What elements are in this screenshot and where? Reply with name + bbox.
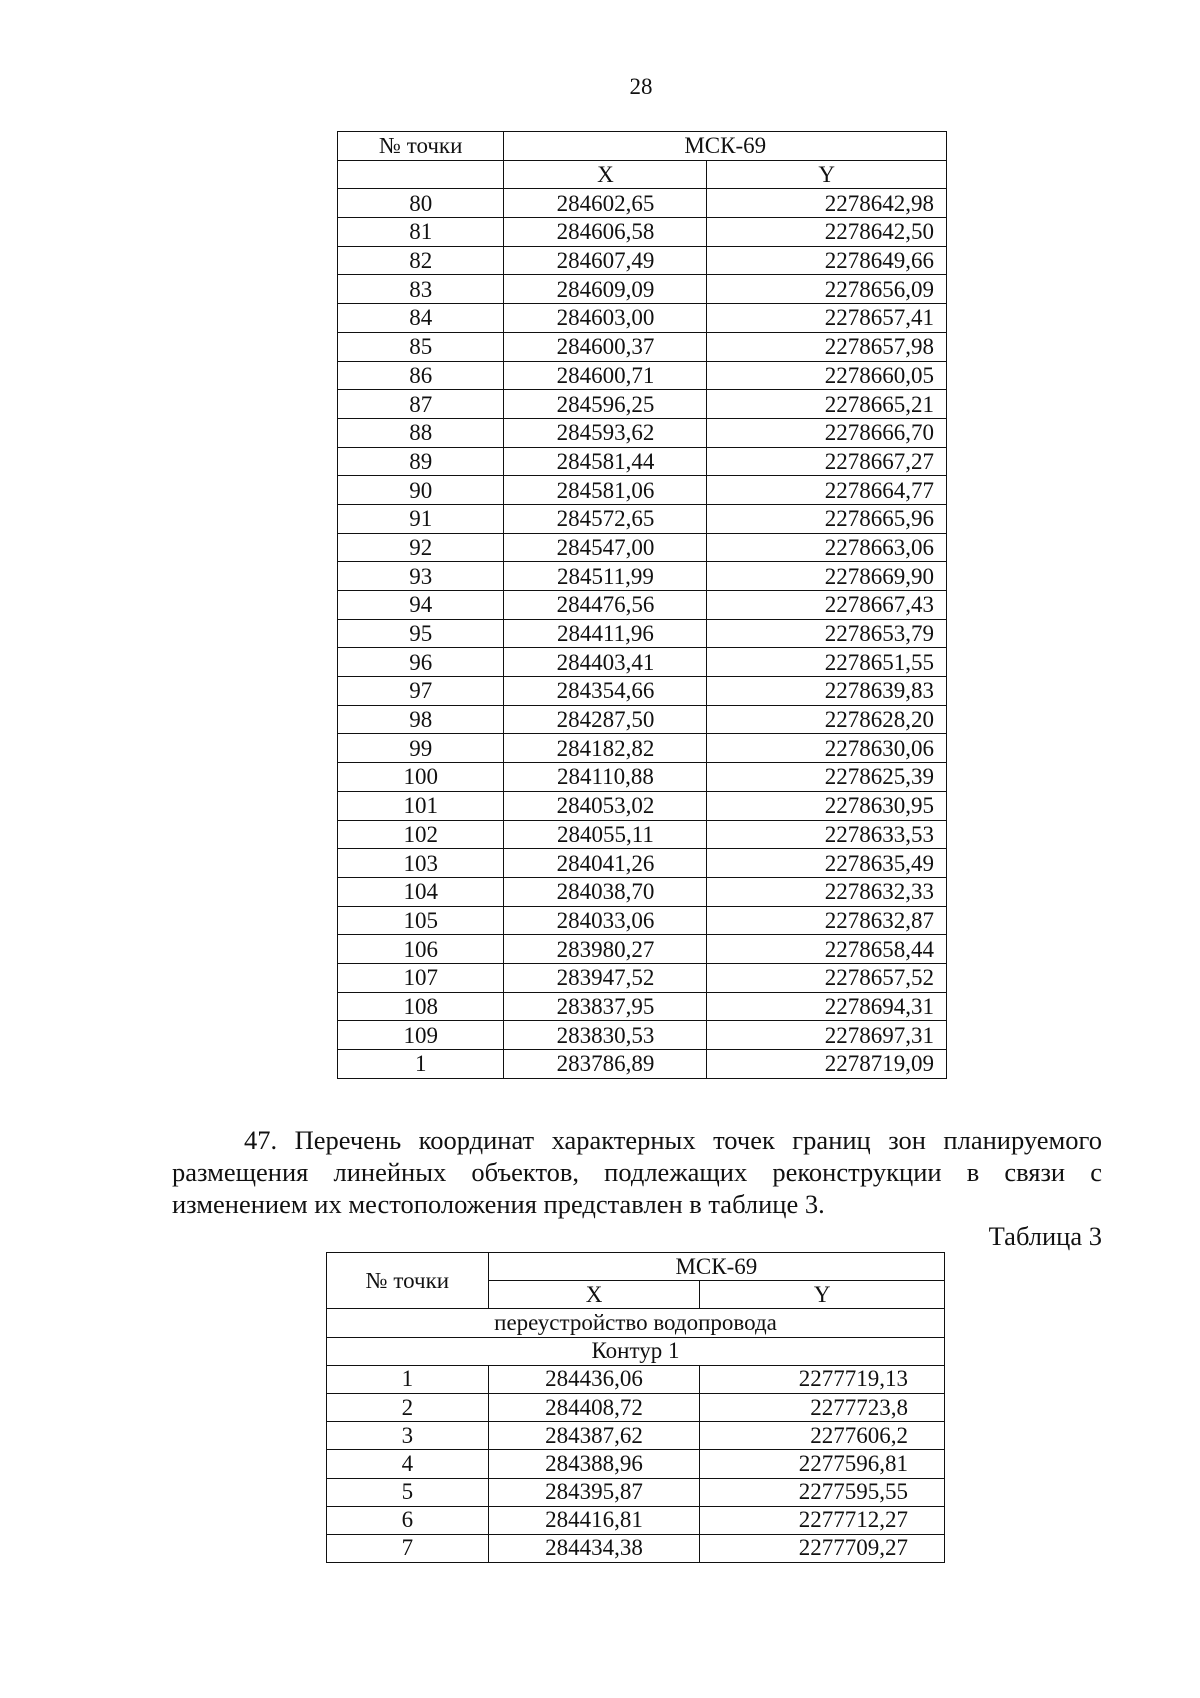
header-y: Y (700, 1281, 945, 1309)
x-coordinate-cell: 284033,06 (504, 906, 707, 935)
table-row (338, 791, 947, 820)
y-coordinate-cell: 2277719,13 (700, 1365, 945, 1393)
point-number-cell: 91 (338, 504, 504, 533)
point-number-cell: 102 (338, 820, 504, 849)
x-coordinate-cell: 284600,37 (504, 332, 707, 361)
point-number-cell: 7 (327, 1534, 489, 1562)
header-x: X (488, 1281, 700, 1309)
point-number-cell: 93 (338, 562, 504, 591)
x-coordinate-cell: 284053,02 (504, 791, 707, 820)
y-coordinate-cell: 2277595,55 (700, 1478, 945, 1506)
x-coordinate-cell: 284602,65 (504, 189, 707, 218)
y-coordinate-cell: 2278665,21 (707, 390, 947, 419)
x-coordinate-cell: 284476,56 (504, 591, 707, 620)
point-number-cell: 87 (338, 390, 504, 419)
header-point-number: № точки (338, 132, 504, 161)
coordinates-table-1-body (338, 132, 947, 1079)
y-coordinate-cell: 2278667,27 (707, 447, 947, 476)
x-coordinate-cell: 284609,09 (504, 275, 707, 304)
y-coordinate-cell: 2278657,98 (707, 332, 947, 361)
point-number-cell: 107 (338, 963, 504, 992)
point-number-cell: 97 (338, 677, 504, 706)
x-coordinate-cell: 284388,96 (488, 1450, 700, 1478)
x-coordinate-cell: 283837,95 (504, 992, 707, 1021)
x-coordinate-cell: 284182,82 (504, 734, 707, 763)
y-coordinate-cell: 2278664,77 (707, 476, 947, 505)
point-number-cell: 94 (338, 591, 504, 620)
y-coordinate-cell: 2278665,96 (707, 504, 947, 533)
header-coordinate-system: МСК-69 (504, 132, 947, 161)
x-coordinate-cell: 284572,65 (504, 504, 707, 533)
x-coordinate-cell: 284411,96 (504, 619, 707, 648)
x-coordinate-cell: 284395,87 (488, 1478, 700, 1506)
contour-title: Контур 1 (327, 1337, 945, 1365)
header-y: Y (707, 160, 947, 189)
table-row (338, 447, 947, 476)
y-coordinate-cell: 2278625,39 (707, 763, 947, 792)
section-title: переустройство водопровода (327, 1309, 945, 1337)
y-coordinate-cell: 2278632,87 (707, 906, 947, 935)
table-row (338, 963, 947, 992)
y-coordinate-cell: 2278694,31 (707, 992, 947, 1021)
y-coordinate-cell: 2277596,81 (700, 1450, 945, 1478)
y-coordinate-cell: 2278649,66 (707, 246, 947, 275)
point-number-cell: 100 (338, 763, 504, 792)
table-header-row (327, 1253, 945, 1281)
table-row (338, 390, 947, 419)
table-header-row (338, 132, 947, 161)
table-row (338, 1050, 947, 1079)
point-number-cell: 85 (338, 332, 504, 361)
table-row (327, 1534, 945, 1562)
table-row (327, 1478, 945, 1506)
y-coordinate-cell: 2278697,31 (707, 1021, 947, 1050)
y-coordinate-cell: 2278632,33 (707, 877, 947, 906)
table-row (338, 533, 947, 562)
x-coordinate-cell: 284607,49 (504, 246, 707, 275)
point-number-cell: 101 (338, 791, 504, 820)
point-number-cell: 105 (338, 906, 504, 935)
x-coordinate-cell: 283980,27 (504, 935, 707, 964)
contour-row (327, 1337, 945, 1365)
y-coordinate-cell: 2278651,55 (707, 648, 947, 677)
x-coordinate-cell: 284416,81 (488, 1506, 700, 1534)
y-coordinate-cell: 2278630,06 (707, 734, 947, 763)
point-number-cell: 103 (338, 849, 504, 878)
y-coordinate-cell: 2278628,20 (707, 705, 947, 734)
y-coordinate-cell: 2278666,70 (707, 418, 947, 447)
point-number-cell: 80 (338, 189, 504, 218)
point-number-cell: 86 (338, 361, 504, 390)
coordinates-table-1 (337, 131, 947, 1079)
table-row (338, 504, 947, 533)
x-coordinate-cell: 284547,00 (504, 533, 707, 562)
x-coordinate-cell: 284600,71 (504, 361, 707, 390)
point-number-cell: 6 (327, 1506, 489, 1534)
table-row (338, 705, 947, 734)
point-number-cell: 92 (338, 533, 504, 562)
point-number-cell: 99 (338, 734, 504, 763)
table-row (338, 591, 947, 620)
table-row (338, 418, 947, 447)
y-coordinate-cell: 2278657,41 (707, 304, 947, 333)
x-coordinate-cell: 284581,06 (504, 476, 707, 505)
table-row (338, 820, 947, 849)
y-coordinate-cell: 2278639,83 (707, 677, 947, 706)
x-coordinate-cell: 284603,00 (504, 304, 707, 333)
point-number-cell: 84 (338, 304, 504, 333)
table-row (338, 619, 947, 648)
table-row (338, 935, 947, 964)
y-coordinate-cell: 2278630,95 (707, 791, 947, 820)
x-coordinate-cell: 284436,06 (488, 1365, 700, 1393)
header-point-number: № точки (327, 1253, 489, 1309)
table-row (338, 332, 947, 361)
table-row (338, 361, 947, 390)
table-row (338, 763, 947, 792)
table-row (327, 1450, 945, 1478)
table-row (338, 877, 947, 906)
y-coordinate-cell: 2278658,44 (707, 935, 947, 964)
table-row (338, 734, 947, 763)
table-row (327, 1365, 945, 1393)
point-number-cell: 81 (338, 218, 504, 247)
point-number-cell: 82 (338, 246, 504, 275)
table-row (338, 304, 947, 333)
paragraph-47: 47. Перечень координат характерных точек границ зон планируемого размещения линейных объектов, подлежащих реконструкции в связи с изменением их местоположения представлен в таблице 3. (172, 1125, 1102, 1219)
table-row (338, 246, 947, 275)
x-coordinate-cell: 284038,70 (504, 877, 707, 906)
point-number-cell: 1 (338, 1050, 504, 1079)
x-coordinate-cell: 284581,44 (504, 447, 707, 476)
x-coordinate-cell: 284606,58 (504, 218, 707, 247)
y-coordinate-cell: 2277709,27 (700, 1534, 945, 1562)
y-coordinate-cell: 2278642,98 (707, 189, 947, 218)
x-coordinate-cell: 284511,99 (504, 562, 707, 591)
table-row (327, 1422, 945, 1450)
coordinates-table-3-body (327, 1253, 945, 1563)
x-coordinate-cell: 284408,72 (488, 1393, 700, 1421)
point-number-cell: 2 (327, 1393, 489, 1421)
table-row (338, 677, 947, 706)
table-row (327, 1506, 945, 1534)
point-number-cell: 3 (327, 1422, 489, 1450)
point-number-cell: 1 (327, 1365, 489, 1393)
y-coordinate-cell: 2278669,90 (707, 562, 947, 591)
table-row (338, 275, 947, 304)
x-coordinate-cell: 283830,53 (504, 1021, 707, 1050)
table-header-row (338, 160, 947, 189)
point-number-cell: 90 (338, 476, 504, 505)
point-number-cell: 89 (338, 447, 504, 476)
y-coordinate-cell: 2277723,8 (700, 1393, 945, 1421)
x-coordinate-cell: 283947,52 (504, 963, 707, 992)
point-number-cell: 4 (327, 1450, 489, 1478)
x-coordinate-cell: 284110,88 (504, 763, 707, 792)
table-row (338, 1021, 947, 1050)
y-coordinate-cell: 2278719,09 (707, 1050, 947, 1079)
point-number-cell: 106 (338, 935, 504, 964)
point-number-cell: 104 (338, 877, 504, 906)
point-number-cell: 88 (338, 418, 504, 447)
x-coordinate-cell: 284434,38 (488, 1534, 700, 1562)
table-3-caption: Таблица 3 (988, 1221, 1102, 1251)
page-number: 28 (629, 74, 653, 99)
x-coordinate-cell: 284287,50 (504, 705, 707, 734)
x-coordinate-cell: 284041,26 (504, 849, 707, 878)
point-number-cell: 98 (338, 705, 504, 734)
x-coordinate-cell: 284055,11 (504, 820, 707, 849)
header-coordinate-system: МСК-69 (488, 1253, 944, 1281)
point-number-cell: 96 (338, 648, 504, 677)
x-coordinate-cell: 284596,25 (504, 390, 707, 419)
point-number-cell: 109 (338, 1021, 504, 1050)
y-coordinate-cell: 2278660,05 (707, 361, 947, 390)
y-coordinate-cell: 2278633,53 (707, 820, 947, 849)
point-number-cell: 95 (338, 619, 504, 648)
y-coordinate-cell: 2278663,06 (707, 533, 947, 562)
y-coordinate-cell: 2278656,09 (707, 275, 947, 304)
point-number-cell: 108 (338, 992, 504, 1021)
table-row (338, 648, 947, 677)
y-coordinate-cell: 2278657,52 (707, 963, 947, 992)
y-coordinate-cell: 2278653,79 (707, 619, 947, 648)
table-row (338, 476, 947, 505)
table-row (338, 189, 947, 218)
table-row (338, 849, 947, 878)
header-empty-cell (338, 160, 504, 189)
point-number-cell: 5 (327, 1478, 489, 1506)
y-coordinate-cell: 2277606,2 (700, 1422, 945, 1450)
table-row (338, 218, 947, 247)
y-coordinate-cell: 2277712,27 (700, 1506, 945, 1534)
table-row (338, 906, 947, 935)
table-row (338, 562, 947, 591)
y-coordinate-cell: 2278642,50 (707, 218, 947, 247)
x-coordinate-cell: 284403,41 (504, 648, 707, 677)
x-coordinate-cell: 284593,62 (504, 418, 707, 447)
y-coordinate-cell: 2278635,49 (707, 849, 947, 878)
section-row (327, 1309, 945, 1337)
table-row (338, 992, 947, 1021)
table-row (327, 1393, 945, 1421)
point-number-cell: 83 (338, 275, 504, 304)
y-coordinate-cell: 2278667,43 (707, 591, 947, 620)
x-coordinate-cell: 284354,66 (504, 677, 707, 706)
header-x: X (504, 160, 707, 189)
x-coordinate-cell: 283786,89 (504, 1050, 707, 1079)
x-coordinate-cell: 284387,62 (488, 1422, 700, 1450)
coordinates-table-3 (326, 1252, 945, 1563)
